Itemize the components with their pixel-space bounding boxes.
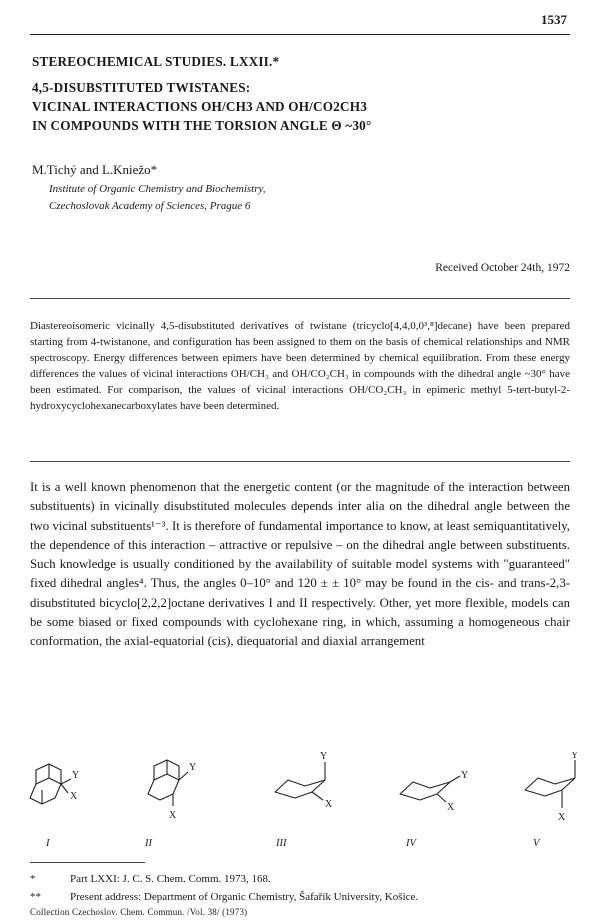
abstract-top-rule	[30, 298, 570, 299]
footnote-rule	[30, 862, 145, 863]
structural-formulas	[20, 752, 590, 822]
structure-II-atom-x: X	[169, 810, 177, 821]
affiliation-line-1: Institute of Organic Chemistry and Biochemistry,	[49, 183, 266, 195]
structure-I-drawing	[30, 764, 79, 804]
received-date: Received October 24th, 1972	[435, 262, 570, 274]
structure-V-atom-y: Y	[571, 752, 579, 761]
paper-title-line-2: VICINAL INTERACTIONS OH/CH3 AND OH/CO2CH3	[32, 99, 368, 114]
structure-label-I: I	[46, 838, 50, 849]
body-paragraph: It is a well known phenomenon that the energetic content (or the magnitude of the interaction between substituents) in vicinally disubstituted molecules depends inter alia on the dihedral angle between the two vicinal substituents¹⁻³. It is therefore of fundamental importance to know, at least semiquantitatively, the dependence of this interaction – attractive or repulsive – on the dihedral angle between substituents. Such knowledge is usually conditioned by the availability of suitable model systems with "guaranteed" fixed dihedral angles⁴. Thus, the angles 0–10° and 120 ± ± 10° may be found in the cis- and trans-2,3-disubstituted bicyclo[2,2,2]octane derivatives I and II respectively. Other, yet more flexible, models can be some biased or fixed compounds with cyclohexane ring, in which, assuming a homogeneous chair conformation, the axial-equatorial (cis), diequatorial and diaxial arrangement	[30, 480, 570, 649]
structure-V-drawing	[525, 752, 578, 822]
paper-title-line-3: IN COMPOUNDS WITH THE TORSION ANGLE Θ ~30°	[32, 118, 372, 133]
journal-footer: Collection Czechoslov. Chem. Commun. /Vol. 38/ (1973)	[30, 907, 248, 917]
authors: M.Tichý and L.Kniežo*	[32, 162, 158, 177]
page-number: 1537	[541, 12, 567, 27]
structure-V-atom-x: X	[558, 812, 566, 822]
structure-I-atom-y: Y	[72, 770, 80, 781]
footnote-1	[30, 873, 271, 885]
footnote-2	[30, 891, 418, 903]
structure-I-atom-x: X	[70, 791, 78, 802]
structure-II-atom-y: Y	[189, 762, 197, 773]
structure-III-atom-x: X	[325, 799, 333, 810]
footnote-1-mark: *	[30, 873, 36, 885]
structure-IV-atom-y: Y	[461, 770, 469, 781]
structure-label-II: II	[145, 838, 152, 849]
structure-IV-drawing	[400, 770, 468, 813]
structure-IV-atom-x: X	[447, 802, 455, 813]
structure-label-III: III	[276, 838, 287, 849]
footnote-1-text: Part LXXI: J. C. S. Chem. Comm. 1973, 168.	[70, 873, 271, 885]
footnote-2-mark: **	[30, 891, 41, 903]
paper-title-line-1: 4,5-DISUBSTITUTED TWISTANES:	[32, 80, 251, 95]
structure-III-drawing	[275, 752, 333, 810]
affiliation-line-2: Czechoslovak Academy of Sciences, Prague 6	[49, 200, 251, 212]
structure-III-atom-y: Y	[320, 752, 328, 762]
structure-label-V: V	[533, 838, 540, 849]
abstract: Diastereoisomeric vicinally 4,5-disubstituted derivatives of twistane (tricyclo[4,4,0,0³,⁸]decane) have been prepared starting from 4-twistanone, and configuration has been assigned to them on the basis of chemical relationships and NMR spectroscopy. Energy differences between epimers have been determined by chemical equilibration. From these energy differences the values of vicinal interactions OH/CH₃ and OH/CO₂CH₃ in compounds with the dihedral angle ~30° have been estimated. For comparison, the values of vicinal interactions OH/CO₂CH₃ in epimeric methyl 5-tert-butyl-2-hydroxycyclohexanecarboxylates have been determined.	[30, 320, 570, 412]
structure-II-drawing	[148, 760, 196, 821]
abstract-bottom-rule	[30, 461, 570, 462]
footnote-2-text: Present address: Department of Organic Chemistry, Šafařík University, Košice.	[70, 891, 419, 903]
series-title: STEREOCHEMICAL STUDIES. LXXII.*	[32, 54, 280, 69]
header-rule	[30, 34, 570, 35]
structure-label-IV: IV	[406, 838, 416, 849]
